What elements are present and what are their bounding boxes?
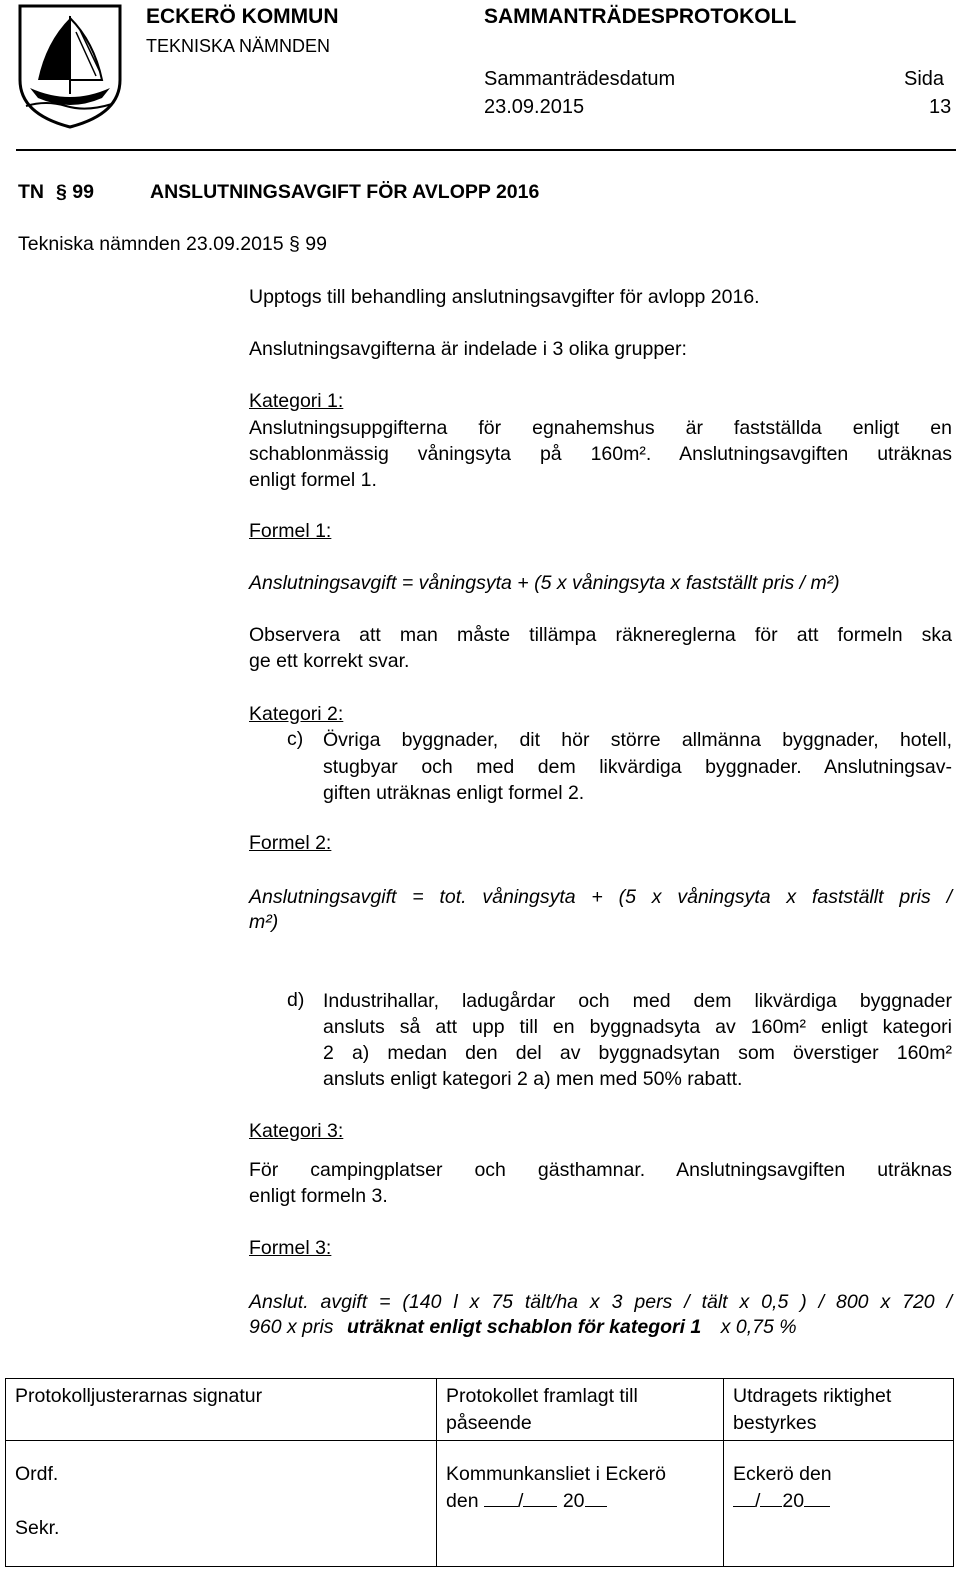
posted-cell	[437, 1441, 724, 1567]
item-d-line-4: ansluts enligt kategori 2 a) men med 50% rabatt.	[323, 1068, 743, 1090]
formula-2-line-2: m²)	[249, 911, 279, 933]
item-d-line-2: ansluts så att upp till en byggnadsyta av 160m² enligt kategori	[323, 1016, 952, 1038]
certified-slash: /	[755, 1489, 761, 1512]
category-1-line-2: schablonmässig våningsyta på 160m². Anslutningsavgiften uträknas	[249, 443, 952, 465]
posted-den: den	[446, 1489, 479, 1512]
category-1-heading: Kategori 1:	[249, 390, 344, 412]
formula-2-heading: Formel 2:	[249, 832, 332, 854]
observe-line-1: Observera att man måste tillämpa räknereglerna för att formeln ska	[249, 624, 952, 646]
category-2-heading: Kategori 2:	[249, 703, 344, 725]
intro-text: Upptogs till behandling anslutningsavgifter för avlopp 2016.	[249, 286, 760, 308]
formula-3-pris: 960 x pris	[249, 1316, 334, 1338]
item-d-line-1: Industrihallar, ladugårdar och med dem likvärdiga byggnader	[323, 990, 952, 1012]
item-d-line-3: 2 a) medan den del av byggnadsytan som överstiger 160m²	[323, 1042, 952, 1064]
item-c-marker: c)	[287, 728, 304, 750]
item-c-line-1: Övriga byggnader, dit hör större allmänna byggnader, hotell,	[323, 729, 952, 751]
posted-slash: /	[517, 1489, 524, 1512]
item-c-line-2: stugbyar och med dem likvärdiga byggnader. Anslutningsav-	[323, 756, 952, 778]
formula-3-heading: Formel 3:	[249, 1237, 332, 1259]
observe-line-2: ge ett korrekt svar.	[249, 650, 410, 672]
certified-year: 20	[782, 1489, 805, 1512]
signature-header-cell	[6, 1379, 437, 1441]
page-label: Sida	[904, 68, 945, 90]
formula-3-schablon: uträknat enligt schablon för kategori 1	[346, 1316, 702, 1338]
certified-header-cell	[724, 1379, 954, 1441]
formula-3-rate: x 0,75 %	[720, 1316, 797, 1338]
posted-date-line	[446, 1488, 714, 1515]
certified-cell	[724, 1441, 954, 1567]
item-d-marker: d)	[287, 989, 305, 1011]
municipal-logo	[16, 2, 124, 130]
category-1-line-1: Anslutningsuppgifterna för egnahemshus är fastställda enligt en	[249, 417, 952, 439]
header-divider	[16, 149, 956, 151]
formula-1-heading: Formel 1:	[249, 520, 332, 542]
category-3-heading: Kategori 3:	[249, 1120, 344, 1142]
category-3-line-2: enligt formeln 3.	[249, 1185, 388, 1207]
document-type: SAMMANTRÄDESPROTOKOLL	[484, 5, 797, 28]
category-3-line-1: För campingplatser och gästhamnar. Anslutningsavgiften uträknas	[249, 1159, 952, 1181]
signature-table	[5, 1378, 954, 1567]
committee-name: TEKNISKA NÄMNDEN	[146, 36, 331, 56]
municipality-name: ECKERÖ KOMMUN	[146, 5, 339, 28]
formula-1: Anslutningsavgift = våningsyta + (5 x våningsyta x fastställt pris / m²)	[249, 572, 840, 594]
tn-label: TN	[18, 181, 44, 203]
secretary-label: Sekr.	[15, 1516, 60, 1539]
certified-header: Utdragets riktighet bestyrkes	[733, 1385, 892, 1434]
formula-2-line-1: Anslutningsavgift = tot. våningsyta + (5 x våningsyta x fastställt pris /	[249, 886, 952, 908]
posted-year: 20	[562, 1489, 585, 1512]
posted-header-cell	[437, 1379, 724, 1441]
item-c-line-3: giften uträknas enligt formel 2.	[323, 782, 585, 804]
chair-label: Ordf.	[15, 1463, 59, 1485]
reference-line: Tekniska nämnden 23.09.2015 § 99	[18, 233, 327, 255]
signature-cell	[6, 1441, 437, 1567]
intro-groups-text: Anslutningsavgifterna är indelade i 3 olika grupper:	[249, 338, 687, 360]
tn-paragraph: § 99	[56, 181, 94, 203]
formula-3-line-2	[249, 1316, 797, 1339]
certified-date-line	[733, 1488, 944, 1515]
meeting-date: 23.09.2015	[484, 96, 585, 118]
formula-3-line-1: Anslut. avgift = (140 l x 75 tält/ha x 3 pers / tält x 0,5 ) / 800 x 720 /	[249, 1291, 952, 1313]
posted-header: Protokollet framlagt till påseende	[446, 1385, 638, 1434]
posted-office: Kommunkansliet i Eckerö	[446, 1463, 667, 1485]
meeting-date-label: Sammanträdesdatum	[484, 68, 676, 90]
section-title: ANSLUTNINGSAVGIFT FÖR AVLOPP 2016	[150, 181, 540, 203]
certified-place: Eckerö den	[733, 1463, 832, 1485]
category-1-line-3: enligt formel 1.	[249, 469, 377, 491]
signature-header: Protokolljusterarnas signatur	[15, 1385, 263, 1407]
page-number: 13	[929, 96, 952, 118]
